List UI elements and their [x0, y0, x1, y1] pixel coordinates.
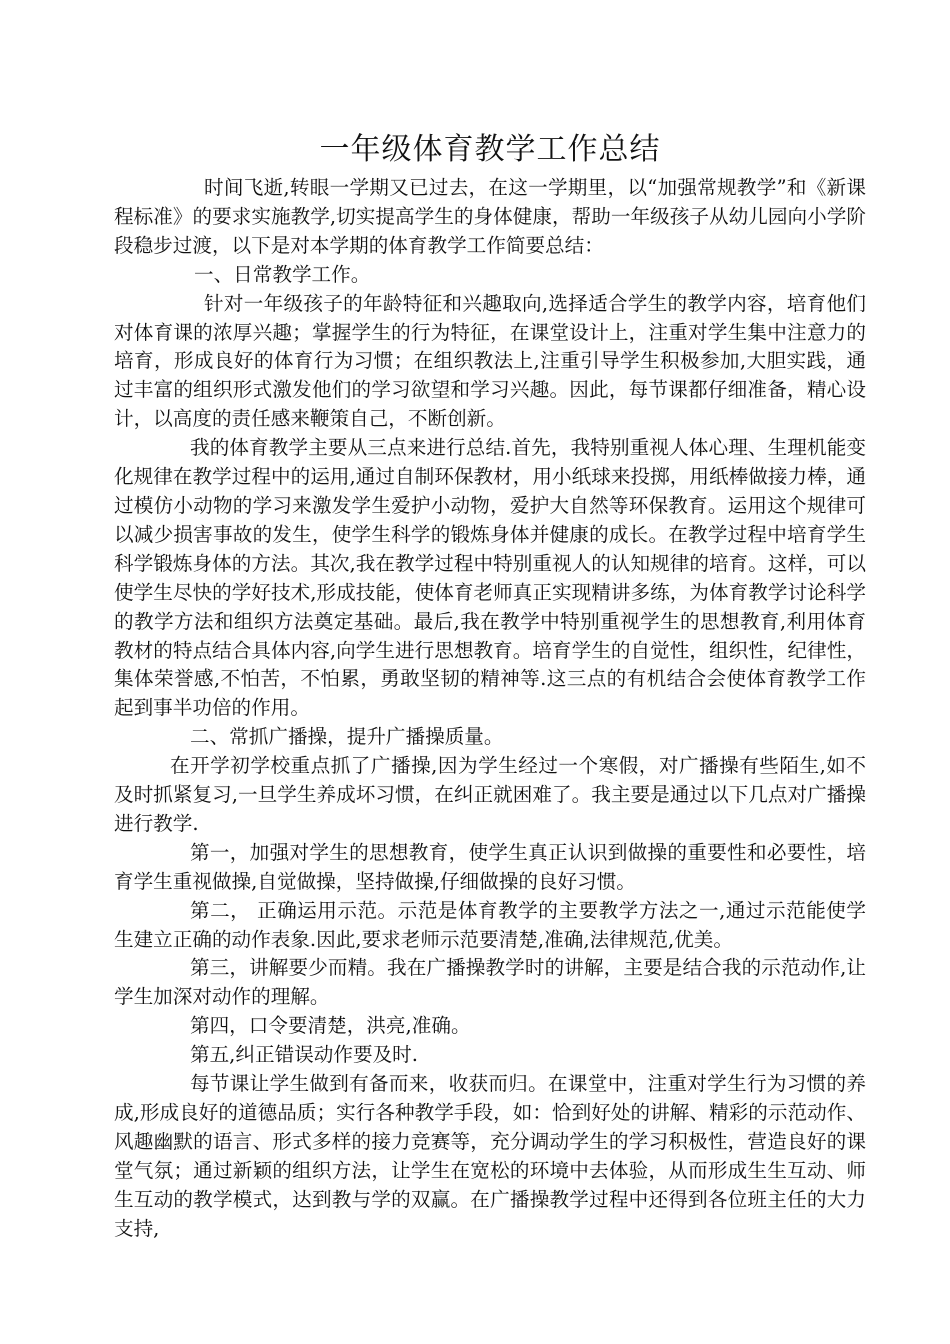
section-heading-daily-teaching: 一、日常教学工作。: [194, 262, 371, 286]
section-heading-broadcast-exercise: 二、常抓广播操，提升广播操质量。: [190, 725, 504, 749]
paragraph-daily-teaching: 针对一年级孩子的年龄特征和兴趣取向,选择适合学生的教学内容，培育他们对体育课的浓厚兴趣；掌握学生的行为特征，在课堂设计上，注重对学生集中注意力的培育，形成良好的体育行为习惯；在组织教法上,注重引导学生积极参加,大胆实践，通过丰富的组织形式激发他们的学习欲望和学习兴趣。因此，每节课都仔细准备，精心设计，以高度的责任感来鞭策自己，不断创新。: [114, 291, 866, 431]
paragraph-intro: 时间飞逝,转眼一学期又已过去，在这一学期里，以“加强常规教学”和《新课程标准》的要求实施教学,切实提高学生的身体健康，帮助一年级孩子从幼儿园向小学阶段稳步过渡，以下是对本学期的体育教学工作简要总结：: [114, 176, 866, 257]
paragraph-broadcast-exercise: 在开学初学校重点抓了广播操,因为学生经过一个寒假，对广播操有些陌生,如不及时抓紧复习,一旦学生养成坏习惯，在纠正就困难了。我主要是通过以下几点对广播操进行教学.: [114, 754, 866, 835]
document-title: 一年级体育教学工作总结: [319, 132, 661, 167]
list-item-fourth: 第四，口令要清楚，洪亮,准确。: [190, 1014, 471, 1038]
document-page: [114, 128, 866, 1244]
list-item-fifth: 第五,纠正错误动作要及时.: [190, 1043, 418, 1067]
paragraph-three-points: 我的体育教学主要从三点来进行总结.首先，我特别重视人体心理、生理机能变化规律在教学过程中的运用,通过自制环保教材，用小纸球来投掷，用纸棒做接力棒，通过模仿小动物的学习来激发学生爱护小动物，爱护大自然等环保教育。运用这个规律可以减少损害事故的发生，使学生科学的锻炼身体并健康的成长。在教学过程中培育学生科学锻炼身体的方法。其次,我在教学过程中特别重视人的认知规律的培育。这样，可以使学生尽快的学好技术,形成技能，使体育老师真正实现精讲多练，为体育教学讨论科学的教学方法和组织方法奠定基础。最后,我在教学中特别重视学生的思想教育,利用体育教材的特点结合具体内容,向学生进行思想教育。培育学生的自觉性，组织性，纪律性，集体荣誉感,不怕苦，不怕累，勇敢坚韧的精神等.这三点的有机结合会使体育教学工作起到事半功倍的作用。: [114, 436, 866, 720]
list-item-second: 第二， 正确运用示范。示范是体育教学的主要教学方法之一,通过示范能使学生建立正确的动作表象.因此,要求老师示范要清楚,准确,法律规范,优美。: [114, 898, 866, 951]
list-item-first: 第一，加强对学生的思想教育，使学生真正认识到做操的重要性和必要性，培育学生重视做操,自觉做操，坚持做操,仔细做操的良好习惯。: [114, 840, 866, 893]
paragraph-every-lesson: 每节课让学生做到有备而来，收获而归。在课堂中，注重对学生行为习惯的养成,形成良好的道德品质；实行各种教学手段，如：恰到好处的讲解、精彩的示范动作、风趣幽默的语言、形式多样的接力竞赛等，充分调动学生的学习积极性，营造良好的课堂气氛；通过新颖的组织方法，让学生在宽松的环境中去体验，从而形成生生互动、师生互动的教学模式，达到教与学的双赢。在广播操教学过程中还得到各位班主任的大力支持,: [114, 1072, 866, 1240]
list-item-third: 第三，讲解要少而精。我在广播操教学时的讲解，主要是结合我的示范动作,让学生加深对动作的理解。: [114, 956, 866, 1009]
